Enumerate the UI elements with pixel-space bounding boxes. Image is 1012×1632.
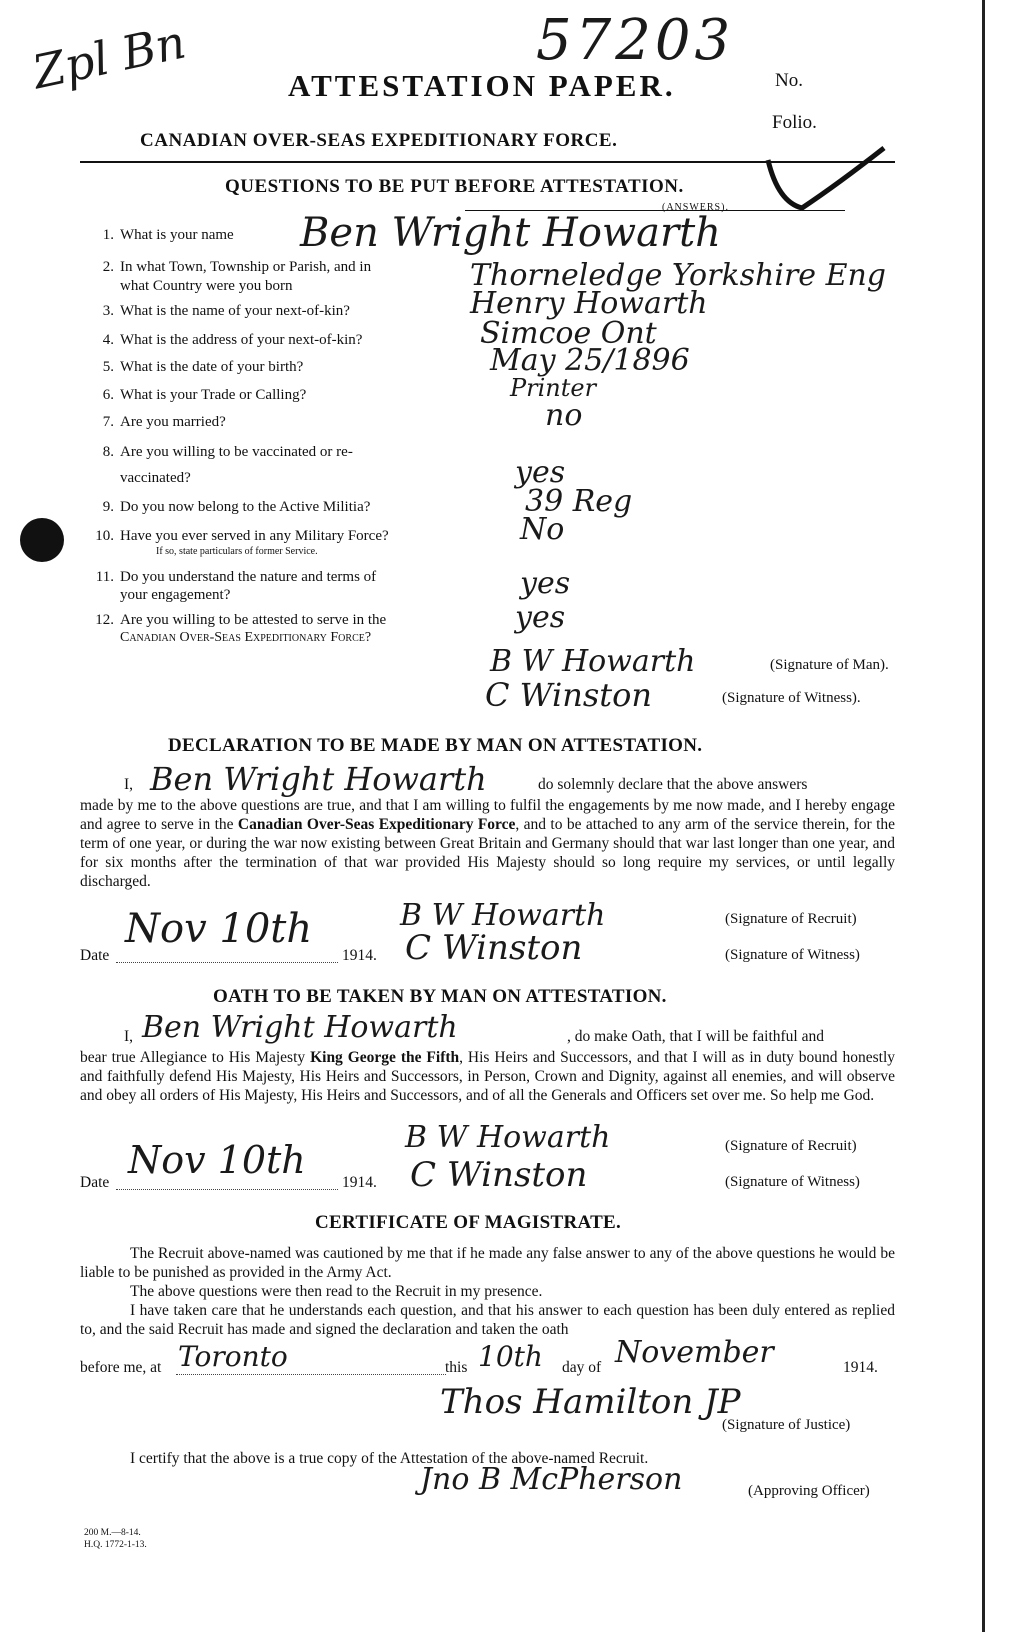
folio-label: Folio.: [772, 112, 817, 133]
answer-married: no: [545, 398, 583, 433]
question-8: 8. Are you willing to be vaccinated or re-: [102, 444, 353, 460]
question-10-note: If so, state particulars of former Service.: [156, 546, 318, 557]
declaration-i: I,: [124, 776, 134, 793]
question-7: 7. Are you married?: [102, 414, 226, 430]
certificate-day: 10th: [478, 1340, 543, 1373]
question-11: 11. Do you understand the nature and terms of: [95, 569, 377, 585]
answer-next-of-kin: Henry Howarth: [470, 286, 708, 321]
certificate-year: 1914.: [843, 1359, 878, 1376]
question-3: 3. What is the name of your next-of-kin?: [102, 303, 350, 319]
oath-text-1: , do make Oath, that I will be faithful and: [567, 1028, 824, 1045]
question-2: 2. In what Town, Township or Parish, and in: [102, 259, 372, 275]
oath-year: 1914.: [342, 1174, 377, 1191]
question-8-cont: vaccinated?: [120, 470, 191, 486]
question-4: 4. What is the address of your next-of-kin?: [102, 332, 363, 348]
answer-vaccinated: yes: [515, 455, 566, 490]
question-1: 1. What is your name: [102, 227, 234, 243]
document-subtitle: CANADIAN OVER-SEAS EXPEDITIONARY FORCE.: [140, 130, 618, 151]
oath-date-line: [116, 1189, 338, 1190]
oath-date-label: Date: [80, 1174, 110, 1191]
declaration-name: Ben Wright Howarth: [150, 760, 487, 798]
signature-man-label: (Signature of Man).: [770, 657, 889, 673]
no-label: No.: [775, 70, 803, 91]
signature-man: B W Howarth: [490, 644, 696, 679]
declaration-witness-label: (Signature of Witness): [725, 947, 860, 963]
justice-label: (Signature of Justice): [722, 1417, 851, 1433]
certificate-place: Toronto: [178, 1340, 288, 1373]
answer-understand: yes: [520, 566, 571, 601]
declaration-text-1: do solemnly declare that the above answers: [538, 776, 808, 793]
page-edge: [982, 0, 985, 1632]
answer-name: Ben Wright Howarth: [300, 210, 721, 256]
question-11-cont: your engagement?: [120, 587, 231, 603]
declaration-signature-witness: C Winston: [405, 928, 583, 968]
oath-recruit-label: (Signature of Recruit): [725, 1138, 857, 1154]
answers-label: (ANSWERS).: [662, 202, 729, 213]
officer-label: (Approving Officer): [748, 1483, 870, 1499]
certify-text: I certify that the above is a true copy of the Attestation of the above-named Recruit.: [130, 1450, 649, 1467]
certificate-place-line: [176, 1374, 446, 1375]
certificate-this: this: [445, 1359, 468, 1376]
oath-name: Ben Wright Howarth: [142, 1010, 458, 1045]
declaration-signature-recruit: B W Howarth: [400, 898, 606, 933]
question-6: 6. What is your Trade or Calling?: [102, 387, 307, 403]
answer-trade: Printer: [510, 374, 597, 402]
certificate-month: November: [615, 1335, 774, 1370]
declaration-recruit-label: (Signature of Recruit): [725, 911, 857, 927]
questions-heading: QUESTIONS TO BE PUT BEFORE ATTESTATION.: [225, 176, 684, 197]
certificate-p1: The Recruit above-named was cautioned by me that if he made any false answer to any of the above questions he would be liable to be punished as provided in the Army Act.: [80, 1245, 895, 1281]
oath-body: bear true Allegiance to His Majesty King George the Fifth, His Heirs and Successors, and that I will as in duty bound honestly and faithfully defend His Majesty, His Heirs and Successors, in Person, Crown and Dignity, against all enemies, and will observe and obey all orders of His Majesty, His Heirs and Successors, and of all the Generals and Officers set over me. So help me God.: [80, 1049, 895, 1104]
certificate-p2: The above questions were then read to the Recruit in my presence.: [130, 1283, 543, 1300]
answer-birth-date: May 25/1896: [490, 343, 690, 378]
certificate-day-of: day of: [562, 1359, 602, 1376]
question-9: 9. Do you now belong to the Active Militia?: [102, 499, 371, 515]
answer-birthplace: Thorneledge Yorkshire Eng: [470, 258, 887, 293]
answer-military-service: No: [520, 512, 565, 547]
certificate-heading: CERTIFICATE OF MAGISTRATE.: [315, 1212, 622, 1233]
question-12-cont: Canadian Over-Seas Expeditionary Force?: [120, 630, 372, 645]
punch-hole-top: [20, 518, 64, 562]
certificate-before-me: before me, at: [80, 1359, 162, 1376]
answer-militia: 39 Reg: [525, 484, 633, 519]
oath-signature-witness: C Winston: [410, 1155, 588, 1195]
check-mark: [760, 140, 890, 220]
question-10: 10. Have you ever served in any Military Force?: [95, 528, 389, 544]
regimental-number: 57203: [536, 8, 735, 73]
question-12: 12. Are you willing to be attested to serve in the: [95, 612, 387, 628]
signature-witness-label: (Signature of Witness).: [722, 690, 861, 706]
oath-witness-label: (Signature of Witness): [725, 1174, 860, 1190]
justice-signature: Thos Hamilton JP: [440, 1382, 741, 1422]
declaration-date-line: [116, 962, 338, 963]
declaration-body: made by me to the above questions are true, and that I am willing to fulfil the engagements by me now made, and I hereby engage and agree to serve in the Canadian Over-Seas Expeditionary Force, and to be attached to any arm of the service therein, for the term of one year, or during the war now existing between Great Britain and Germany should that war last longer than one year, and for six months after the termination of that war provided His Majesty should so long require my services, or until legally discharged.: [80, 797, 896, 890]
declaration-year: 1914.: [342, 947, 377, 964]
declaration-date: Nov 10th: [125, 906, 313, 952]
corner-note: Zpl Bn: [28, 14, 191, 100]
answer-kin-address: Simcoe Ont: [480, 316, 657, 351]
certificate-p3: I have taken care that he understands each question, and that his answer to each question has been duly entered as replied to, and the said Recruit has made and signed the declaration and taken the oath: [80, 1302, 895, 1338]
oath-heading: OATH TO BE TAKEN BY MAN ON ATTESTATION.: [213, 986, 667, 1007]
officer-signature: Jno B McPherson: [420, 1462, 683, 1497]
answer-willing: yes: [515, 600, 566, 635]
document-title: ATTESTATION PAPER.: [288, 68, 676, 103]
signature-witness: C Winston: [485, 676, 652, 714]
footer-line-1: 200 M.—8-14.: [84, 1528, 141, 1538]
oath-signature-recruit: B W Howarth: [405, 1120, 611, 1155]
footer-line-2: H.Q. 1772-1-13.: [84, 1540, 147, 1550]
oath-i: I,: [124, 1028, 134, 1045]
declaration-heading: DECLARATION TO BE MADE BY MAN ON ATTESTATION.: [168, 735, 703, 756]
oath-date: Nov 10th: [128, 1138, 306, 1182]
declaration-date-label: Date: [80, 947, 110, 964]
question-2-cont: what Country were you born: [120, 278, 293, 294]
question-5: 5. What is the date of your birth?: [102, 359, 304, 375]
